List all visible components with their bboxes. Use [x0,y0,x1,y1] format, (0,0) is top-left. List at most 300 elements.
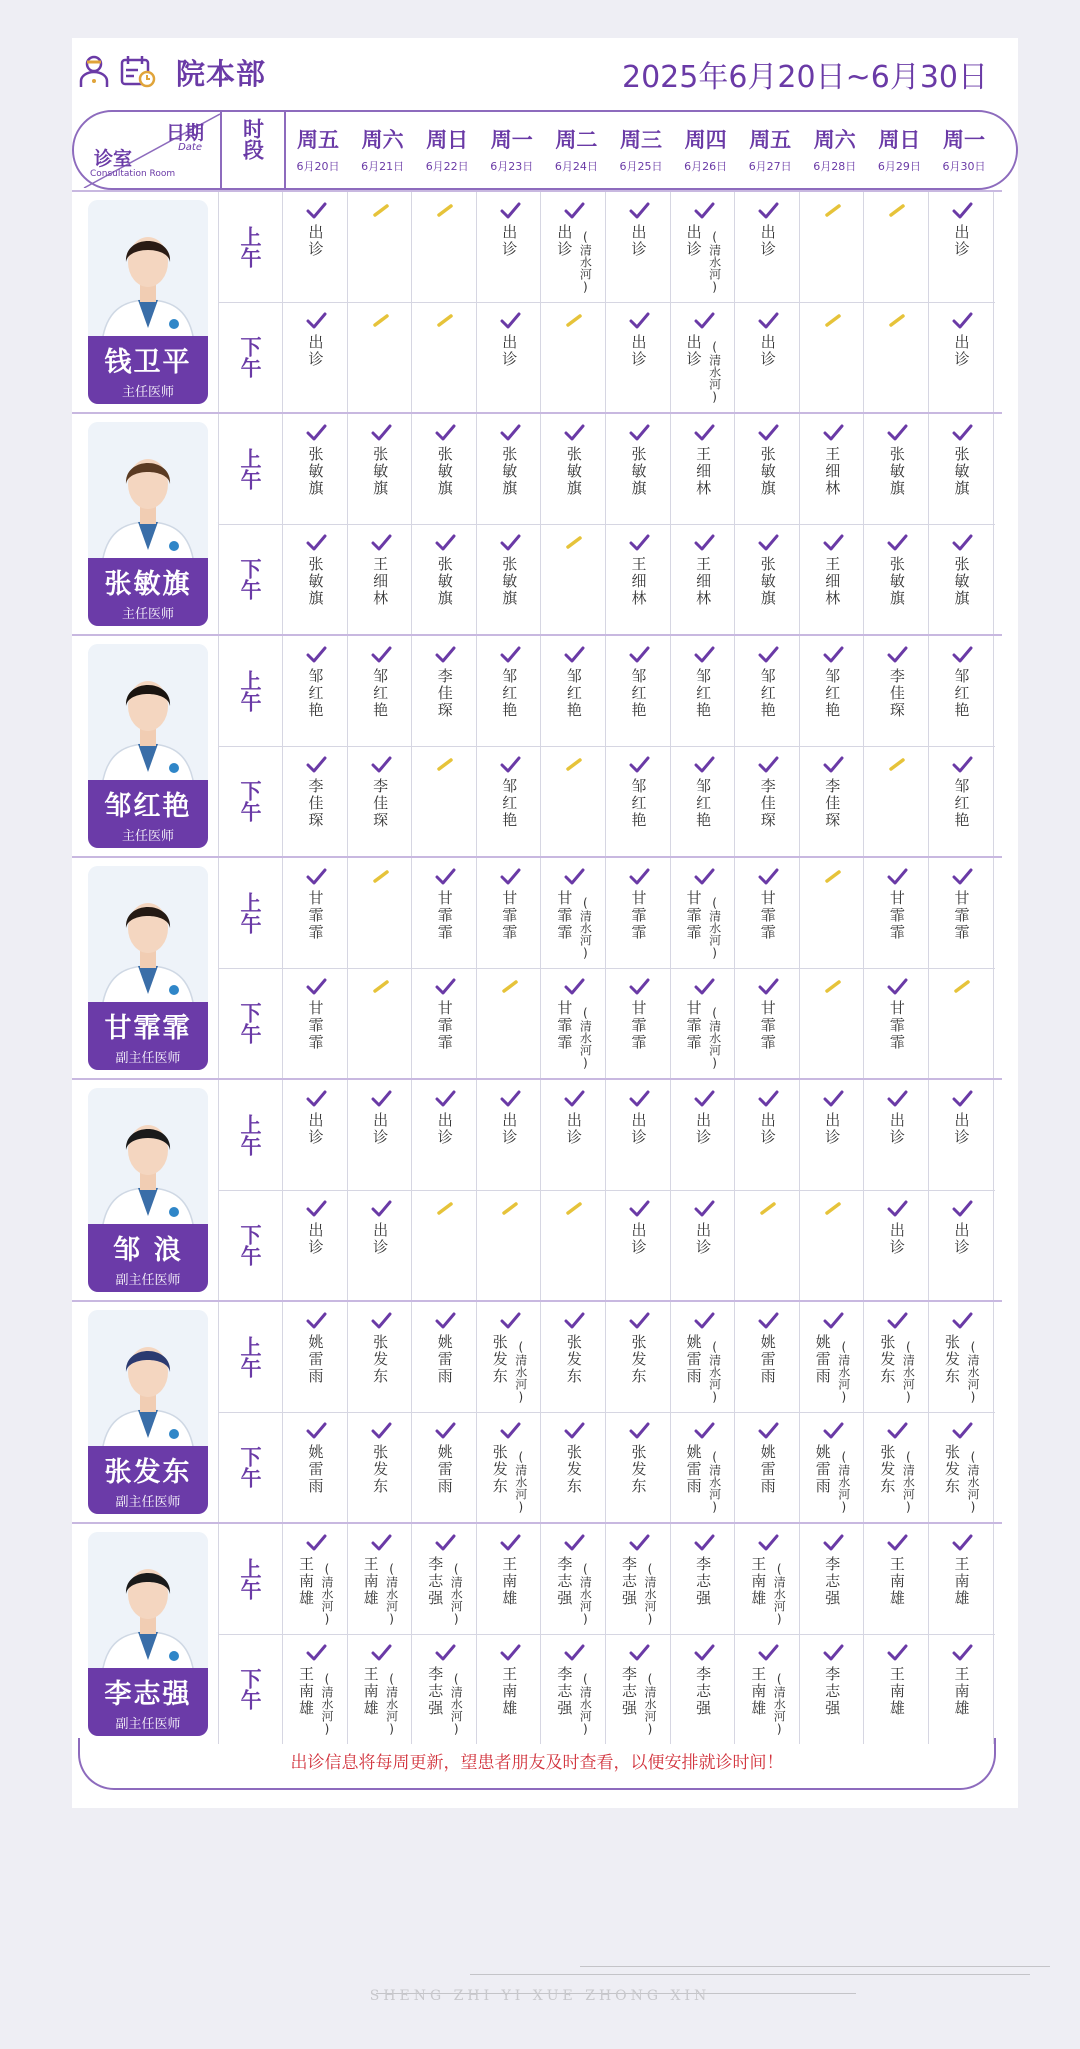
cell-name: 李志强 [426,1666,445,1717]
column-divider [218,858,219,1078]
cell-status [693,1644,715,1662]
doctor-block [72,412,1002,634]
check-icon [886,1312,908,1330]
cell-name: 出诊 [564,1112,583,1146]
corner-cell [74,112,220,188]
schedule-cell [284,1080,348,1190]
cell-text [693,778,714,829]
cell-location: (清水河) [966,1450,980,1514]
check-icon [757,756,779,774]
column-header [72,110,1018,190]
cell-name: 甘霏霏 [629,890,648,941]
cell-text [693,1666,714,1717]
day-header [480,124,544,174]
cell-text [425,1556,465,1626]
cell-text [942,1444,982,1514]
off-duty-slash-icon [823,978,843,994]
cell-location: (清水河) [449,1562,464,1626]
check-icon [434,646,456,664]
cell-status [887,756,907,774]
schedule-cell [865,302,929,412]
schedule-cell [284,636,348,746]
doctor-nameplate [88,1446,208,1514]
cell-name: 出诊 [758,334,777,368]
cell-status [951,1200,973,1218]
cell-name: 王南雄 [952,1666,971,1717]
cell-name: 李佳琛 [887,668,906,719]
check-icon [951,1312,973,1330]
check-icon [434,534,456,552]
schedule-cell [865,1302,929,1412]
cell-text [564,1112,585,1146]
period-label: 上午 [238,670,262,712]
cell-text [942,1334,982,1404]
cell-name: 邹红艳 [629,668,648,719]
cell-text [370,556,391,607]
schedule-cell [865,1634,929,1744]
off-duty-slash-icon [887,756,907,772]
schedule-cell [478,414,542,524]
schedule-cell [607,1634,671,1744]
date-label: 6月30日 [942,160,986,173]
schedule-cell [736,1412,800,1522]
check-icon [886,1534,908,1552]
cell-status [305,646,327,664]
cell-text [952,1556,973,1607]
cell-location: (清水河) [966,1340,980,1404]
period-label: 下午 [238,1224,262,1266]
check-icon [628,312,650,330]
check-icon [370,646,392,664]
cell-name: 张敏旗 [500,556,519,607]
cell-status [499,202,521,220]
cell-name: 邹红艳 [500,778,519,829]
cell-name: 张敏旗 [952,446,971,497]
cell-status [951,646,973,664]
schedule-cell [284,1412,348,1522]
check-icon [305,1644,327,1662]
schedule-cell [930,524,994,634]
cell-name: 甘霏霏 [952,890,971,941]
cell-text [554,890,594,960]
check-icon [822,1644,844,1662]
cell-name: 张敏旗 [758,446,777,497]
off-duty-slash-icon [435,1200,455,1216]
cell-status [499,1312,521,1330]
check-icon [499,1312,521,1330]
period-pm [220,524,280,634]
period-am [220,192,280,302]
period-label: 上午 [238,892,262,934]
period-pm [220,1412,280,1522]
update-notice: 出诊信息将每周更新，望患者朋友及时查看，以便安排就诊时间！ [290,1753,784,1773]
doctor-nameplate [88,780,208,848]
cell-status [886,1090,908,1108]
check-icon [563,868,585,886]
cell-location: (清水河) [772,1562,787,1626]
schedule-cell [349,524,413,634]
cell-name: 甘霏霏 [435,890,454,941]
schedule-cell [413,636,477,746]
cell-name: 出诊 [306,1222,325,1256]
cell-name: 出诊 [629,334,648,368]
check-icon [757,202,779,220]
cell-name: 张发东 [878,1334,897,1385]
cell-status [563,646,585,664]
cell-text [887,1666,908,1717]
cell-location: (清水河) [643,1672,657,1736]
schedule-cell [413,1634,477,1744]
check-icon [693,646,715,664]
check-icon [886,534,908,552]
cell-name: 王南雄 [297,1666,315,1717]
schedule-cell [349,414,413,524]
date-label: 6月27日 [748,160,792,173]
cell-name: 王南雄 [361,1666,380,1717]
cell-status [628,534,650,552]
header-icons [78,54,156,88]
doctor-photo [88,1088,208,1230]
cell-status [370,1090,392,1108]
check-icon [628,1090,650,1108]
cell-text [619,1666,659,1736]
cell-name: 李志强 [620,1666,638,1717]
cell-text [629,890,650,941]
cell-text [306,1334,327,1385]
cell-status [563,1090,585,1108]
cell-text [758,778,779,829]
check-icon [757,1090,779,1108]
cell-text [425,1666,465,1736]
check-icon [628,424,650,442]
cell-name: 张敏旗 [952,556,971,607]
check-icon [757,646,779,664]
period-pm [220,302,280,412]
cell-text [887,446,908,497]
cell-status [757,1422,779,1440]
check-icon [757,868,779,886]
cell-name: 王南雄 [500,1556,519,1607]
cell-status [822,1312,844,1330]
room-label: 诊室 [94,148,133,170]
cell-text [306,668,327,719]
cell-text [499,890,520,941]
cell-name: 甘霏霏 [629,1000,648,1051]
check-icon [370,1200,392,1218]
cell-status [563,1422,585,1440]
cell-name: 王细林 [694,556,713,607]
schedule-cell [607,1080,671,1190]
check-icon [886,646,908,664]
schedule-cell [672,1634,736,1744]
schedule-cell [349,1190,413,1300]
cell-status [563,1644,585,1662]
schedule-cell [542,524,606,634]
schedule-cell [542,192,606,302]
cell-status [822,424,844,442]
schedule-cell [736,302,800,412]
cell-name: 出诊 [629,1222,648,1256]
period-label: 下午 [238,558,262,600]
schedule-cell [284,1524,348,1634]
schedule-cell [607,414,671,524]
cell-location: (清水河) [707,1450,722,1514]
check-icon [305,1312,327,1330]
cell-text [370,668,391,719]
check-icon [628,646,650,664]
off-duty-slash-icon [758,1200,778,1216]
cell-name: 邹红艳 [306,668,325,719]
cell-status [757,1312,779,1330]
cell-status [823,202,843,220]
cell-status [435,312,455,330]
period-label: 上午 [238,1336,262,1378]
cell-location: (清水河) [578,1562,593,1626]
cell-status [305,202,327,220]
off-duty-slash-icon [887,202,907,218]
doctor-photo [88,422,208,564]
weekday-label: 周二 [555,128,598,152]
cell-location: (清水河) [707,230,722,294]
cell-name: 王南雄 [361,1556,380,1607]
schedule-cell [930,302,994,412]
cell-status [693,1422,715,1440]
cell-text [952,556,973,607]
check-icon [886,424,908,442]
cell-status [822,534,844,552]
cell-name: 张敏旗 [435,556,454,607]
cell-status [628,312,650,330]
schedule-cell [542,1634,606,1744]
schedule-cell [413,1080,477,1190]
schedule-cell [607,636,671,746]
cell-text [554,224,594,294]
weekday-label: 周四 [684,128,727,152]
check-icon [822,1090,844,1108]
cell-text [952,224,973,258]
cell-location: (清水河) [836,1450,851,1514]
check-icon [822,756,844,774]
check-icon [370,1534,392,1552]
cell-location: (清水河) [836,1340,851,1404]
check-icon [370,1312,392,1330]
check-icon [434,1090,456,1108]
check-icon [305,646,327,664]
decor-line [580,1966,1050,1967]
check-icon [628,1312,650,1330]
cell-status [693,202,715,220]
schedule-cell [413,1412,477,1522]
doctor-card [88,644,208,848]
cell-text [499,1112,520,1146]
check-icon [305,1200,327,1218]
schedule-cell [542,1190,606,1300]
schedule-cell [284,858,348,968]
check-icon [951,534,973,552]
cell-text [758,334,779,368]
cell-name: 出诊 [500,334,519,368]
check-icon [370,1644,392,1662]
cell-name: 李佳琛 [823,778,842,829]
cell-name: 出诊 [306,1112,325,1146]
day-header [351,124,415,174]
doctor-name: 张发东 [104,1457,192,1488]
cell-text [952,446,973,497]
cell-name: 出诊 [629,224,648,258]
off-duty-slash-icon [823,1200,843,1216]
cell-status [886,534,908,552]
cell-text [684,890,724,960]
cell-text [684,1000,724,1070]
schedule-cell [607,302,671,412]
doctor-photo [88,644,208,786]
cell-status [757,534,779,552]
weekday-label: 周六 [813,128,856,152]
schedule-cell [930,1524,994,1634]
cell-name: 甘霏霏 [758,890,777,941]
cell-status [628,1090,650,1108]
doctor-nameplate [88,1002,208,1070]
cell-text [758,1112,779,1146]
schedule-cell [801,858,865,968]
period-pm [220,968,280,1078]
cell-name: 王细林 [371,556,390,607]
cell-name: 张敏旗 [758,556,777,607]
cell-name: 张发东 [564,1334,583,1385]
cell-text [629,1112,650,1146]
header [72,38,1018,110]
cell-status [693,646,715,664]
schedule-cell [413,524,477,634]
schedule-cell [413,1524,477,1634]
schedule-cell [801,524,865,634]
schedule-cell [478,1412,542,1522]
schedule-cell [607,192,671,302]
doctor-name: 邹 浪 [113,1235,183,1266]
cell-name: 张发东 [490,1444,509,1495]
cell-status [757,202,779,220]
off-duty-slash-icon [823,202,843,218]
schedule-cell [865,414,929,524]
cell-status [564,534,584,552]
cell-status [434,978,456,996]
cell-text [887,1556,908,1607]
cell-status [887,312,907,330]
cell-text [693,668,714,719]
cell-status [823,868,843,886]
schedule-cell [801,1412,865,1522]
column-divider [282,858,283,1078]
check-icon [951,424,973,442]
cell-text [629,224,650,258]
cell-text [296,1556,336,1626]
check-icon [499,756,521,774]
schedule-cell [607,968,671,1078]
schedule-cell [801,1302,865,1412]
check-icon [628,202,650,220]
cell-status [822,1534,844,1552]
cell-status [628,1534,650,1552]
doctor-block [72,190,1002,412]
cell-text [758,668,779,719]
cell-status [628,202,650,220]
cell-location: (清水河) [320,1562,334,1626]
cell-name: 张发东 [629,1444,648,1495]
check-icon [499,312,521,330]
cell-text [684,1444,724,1514]
cell-status [499,1422,521,1440]
cell-name: 出诊 [555,224,574,258]
check-icon [434,1312,456,1330]
check-icon [693,1312,715,1330]
cell-name: 甘霏霏 [306,1000,325,1051]
check-icon [628,1200,650,1218]
schedule-cell [736,414,800,524]
cell-status [628,424,650,442]
cell-text [499,1666,520,1717]
cell-status [499,868,521,886]
check-icon [434,978,456,996]
doctor-title: 主任医师 [121,385,174,400]
schedule-cell [736,1524,800,1634]
check-icon [563,1312,585,1330]
period-pm [220,1634,280,1744]
check-icon [499,424,521,442]
cell-name: 王南雄 [887,1556,906,1607]
check-icon [434,868,456,886]
cell-status [823,312,843,330]
cell-status [305,1200,327,1218]
schedule-cell [542,636,606,746]
cell-status [628,978,650,996]
cell-name: 出诊 [500,1112,519,1146]
schedule-cell [865,1524,929,1634]
cell-name: 姚雷雨 [306,1444,325,1495]
cell-text [684,334,724,404]
schedule-cell [284,524,348,634]
cell-name: 李志强 [426,1556,445,1607]
cell-status [758,1200,778,1218]
check-icon [434,1534,456,1552]
cell-name: 王南雄 [297,1556,315,1607]
cell-location: (清水河) [643,1562,657,1626]
cell-text [361,1666,401,1736]
cell-status [305,978,327,996]
check-icon [305,978,327,996]
column-divider [282,414,283,634]
cell-status [370,1644,392,1662]
cell-text [370,1444,391,1495]
date-label: 6月25日 [619,160,663,173]
cell-location: (清水河) [707,1006,722,1070]
cell-name: 邹红艳 [758,668,777,719]
doctor-block [72,856,1002,1078]
cell-status [499,534,521,552]
date-label: 6月28日 [813,160,857,173]
cell-text [435,1112,456,1146]
cell-text [306,1444,327,1495]
check-icon [305,424,327,442]
off-duty-slash-icon [371,202,391,218]
date-label: 6月24日 [554,160,598,173]
cell-text [499,556,520,607]
off-duty-slash-icon [435,312,455,328]
cell-text [813,1334,853,1404]
weekday-label: 周六 [361,128,404,152]
cell-text [952,890,973,941]
cell-status [628,1200,650,1218]
schedule-cell [542,302,606,412]
